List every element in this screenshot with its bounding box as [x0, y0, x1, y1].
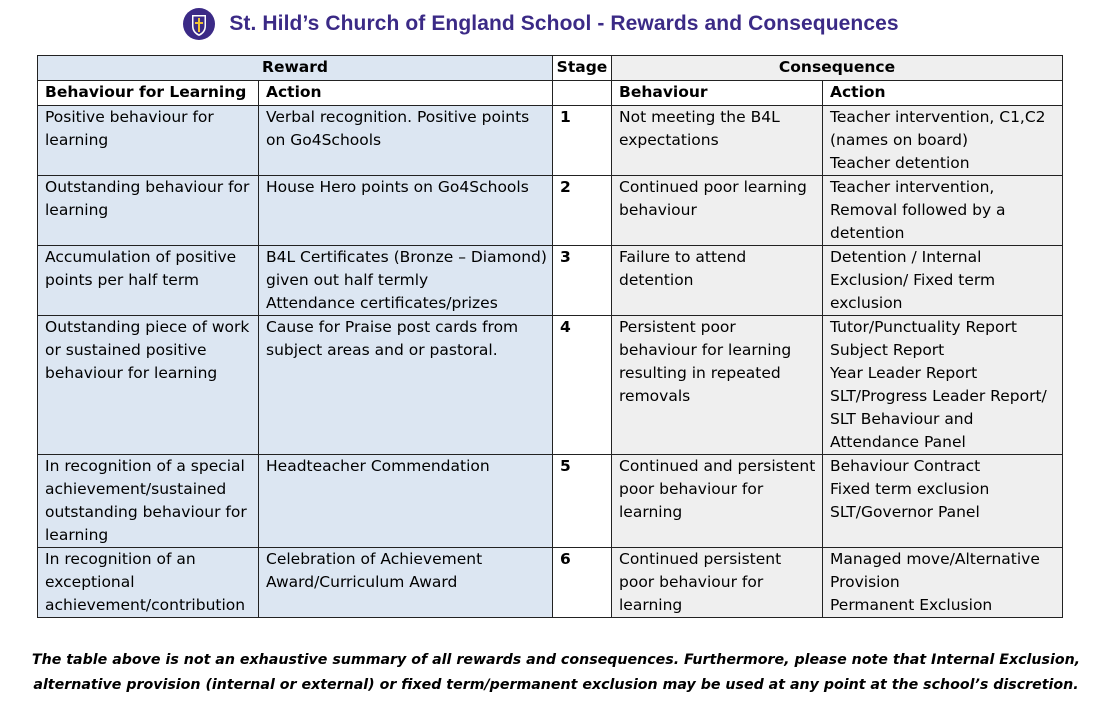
cell-text-line: Managed move/Alternative [830, 550, 1040, 568]
footnote-line-1: The table above is not an exhaustive summary of all rewards and consequences. Furthermore, please note that Internal Exclusion, [31, 652, 1081, 668]
cell-text-line: Award/Curriculum Award [266, 573, 458, 591]
cell-text-line: expectations [619, 131, 719, 149]
reward-action-cell [259, 316, 553, 455]
cell-text-line: poor behaviour for [619, 480, 764, 498]
cell-text-line: Outstanding piece of work [45, 318, 250, 336]
cell-text-line: behaviour for learning [619, 341, 792, 359]
consequence-action-cell [823, 246, 1063, 316]
cell-text-line: resulting in repeated [619, 364, 781, 382]
cell-text-line: learning [45, 526, 109, 544]
consequence-action-cell [823, 176, 1063, 246]
cell-text-line: Teacher intervention, [830, 178, 995, 196]
reward-group-header: Reward [38, 56, 553, 81]
stage-cell [553, 548, 612, 618]
cell-text-line: Continued and persistent [619, 457, 816, 475]
cell-text-line: Headteacher Commendation [266, 457, 490, 475]
cell-text-line: Attendance certificates/prizes [266, 294, 498, 312]
cell-text-line: SLT/Governor Panel [830, 503, 980, 521]
footnote-line-2: alternative provision (internal or external) or fixed term/permanent exclusion may be used at any point at the school’s discretion. [33, 677, 1079, 693]
group-header-row [38, 56, 1063, 81]
cell-text-line: learning [45, 131, 109, 149]
reward-behaviour-cell [38, 548, 259, 618]
consequence-action-cell [823, 106, 1063, 176]
cell-text-line: Persistent poor [619, 318, 736, 336]
cell-text-line: Verbal recognition. Positive points [266, 108, 530, 126]
cell-text-line: detention [830, 224, 905, 242]
reward-action-cell [259, 246, 553, 316]
stage-cell [553, 176, 612, 246]
cell-text-line: Fixed term exclusion [830, 480, 990, 498]
column-header-row [38, 81, 1063, 106]
cell-text-line: Celebration of Achievement [266, 550, 483, 568]
cell-text-line: removals [619, 387, 691, 405]
cell-text-line: learning [45, 201, 109, 219]
table-row [38, 246, 1063, 316]
cell-text-line: Permanent Exclusion [830, 596, 993, 614]
cell-text-line: achievement/contribution [45, 596, 246, 614]
reward-behaviour-cell [38, 455, 259, 548]
cell-text-line: points per half term [45, 271, 200, 289]
page-title: St. Hild’s Church of England School - Rewards and Consequences [229, 12, 899, 35]
cell-text-line: or sustained positive [45, 341, 207, 359]
cell-text-line: In recognition of an [45, 550, 196, 568]
cell-text-line: Cause for Praise post cards from [266, 318, 519, 336]
reward-behaviour-cell [38, 176, 259, 246]
rewards-consequences-table [37, 55, 1063, 618]
cell-text-line: Tutor/Punctuality Report [830, 318, 1017, 336]
cell-text-line: Accumulation of positive [45, 248, 237, 266]
cell-text-line: on Go4Schools [266, 131, 382, 149]
cell-text-line: (names on board) [830, 131, 969, 149]
stage-cell [553, 106, 612, 176]
cell-text-line: Subject Report [830, 341, 945, 359]
cell-text-line: achievement/sustained [45, 480, 227, 498]
consequence-behaviour-cell [612, 548, 823, 618]
cell-text-line: outstanding behaviour for [45, 503, 247, 521]
behaviour-header: Behaviour [612, 81, 823, 106]
stage-number: 2 [560, 178, 571, 196]
consequence-action-header: Action [823, 81, 1063, 106]
stage-cell [553, 246, 612, 316]
page-header [0, 0, 1112, 48]
table-row [38, 548, 1063, 618]
reward-behaviour-cell [38, 316, 259, 455]
cell-text-line: exceptional [45, 573, 135, 591]
stage-cell [553, 316, 612, 455]
stage-group-header: Stage [553, 56, 612, 81]
stage-number: 4 [560, 318, 571, 336]
stage-number: 6 [560, 550, 571, 568]
cell-text-line: B4L Certificates (Bronze – Diamond) [266, 248, 547, 266]
stage-cell [553, 455, 612, 548]
stage-header-empty [553, 81, 612, 106]
cell-text-line: Detention / Internal [830, 248, 982, 266]
cell-text-line: detention [619, 271, 694, 289]
behaviour-for-learning-header: Behaviour for Learning [38, 81, 259, 106]
cell-text-line: Exclusion/ Fixed term [830, 271, 996, 289]
cell-text-line: Positive behaviour for [45, 108, 214, 126]
cell-text-line: given out half termly [266, 271, 429, 289]
table-row [38, 455, 1063, 548]
consequence-behaviour-cell [612, 455, 823, 548]
table-row [38, 176, 1063, 246]
consequence-behaviour-cell [612, 176, 823, 246]
reward-action-header: Action [259, 81, 553, 106]
cell-text-line: Removal followed by a [830, 201, 1006, 219]
consequence-behaviour-cell [612, 106, 823, 176]
cell-text-line: SLT Behaviour and [830, 410, 974, 428]
consequence-action-cell [823, 455, 1063, 548]
cell-text-line: SLT/Progress Leader Report/ [830, 387, 1047, 405]
consequence-behaviour-cell [612, 246, 823, 316]
cell-text-line: Behaviour Contract [830, 457, 981, 475]
cell-text-line: Continued poor learning [619, 178, 807, 196]
cell-text-line: Continued persistent [619, 550, 782, 568]
reward-action-cell [259, 455, 553, 548]
reward-action-cell [259, 106, 553, 176]
church-crest-icon [183, 6, 215, 42]
stage-number: 5 [560, 457, 571, 475]
cell-text-line: subject areas and or pastoral. [266, 341, 498, 359]
cell-text-line: poor behaviour for [619, 573, 764, 591]
cell-text-line: Not meeting the B4L [619, 108, 780, 126]
stage-number: 3 [560, 248, 571, 266]
cell-text-line: Failure to attend [619, 248, 747, 266]
cell-text-line: Provision [830, 573, 900, 591]
consequence-behaviour-cell [612, 316, 823, 455]
consequence-action-cell [823, 316, 1063, 455]
cell-text-line: Outstanding behaviour for [45, 178, 250, 196]
consequence-group-header: Consequence [612, 56, 1063, 81]
cell-text-line: learning [619, 596, 683, 614]
reward-action-cell [259, 548, 553, 618]
table-row [38, 316, 1063, 455]
cell-text-line: House Hero points on Go4Schools [266, 178, 529, 196]
stage-number: 1 [560, 108, 571, 126]
cell-text-line: behaviour for learning [45, 364, 218, 382]
cell-text-line: Teacher detention [830, 154, 970, 172]
footnote [0, 648, 1112, 698]
table-row [38, 106, 1063, 176]
cell-text-line: Teacher intervention, C1,C2 [830, 108, 1046, 126]
cell-text-line: exclusion [830, 294, 903, 312]
consequence-action-cell [823, 548, 1063, 618]
cell-text-line: In recognition of a special [45, 457, 245, 475]
reward-action-cell [259, 176, 553, 246]
cell-text-line: behaviour [619, 201, 697, 219]
cell-text-line: learning [619, 503, 683, 521]
cell-text-line: Year Leader Report [830, 364, 978, 382]
reward-behaviour-cell [38, 106, 259, 176]
reward-behaviour-cell [38, 246, 259, 316]
cell-text-line: Attendance Panel [830, 433, 966, 451]
